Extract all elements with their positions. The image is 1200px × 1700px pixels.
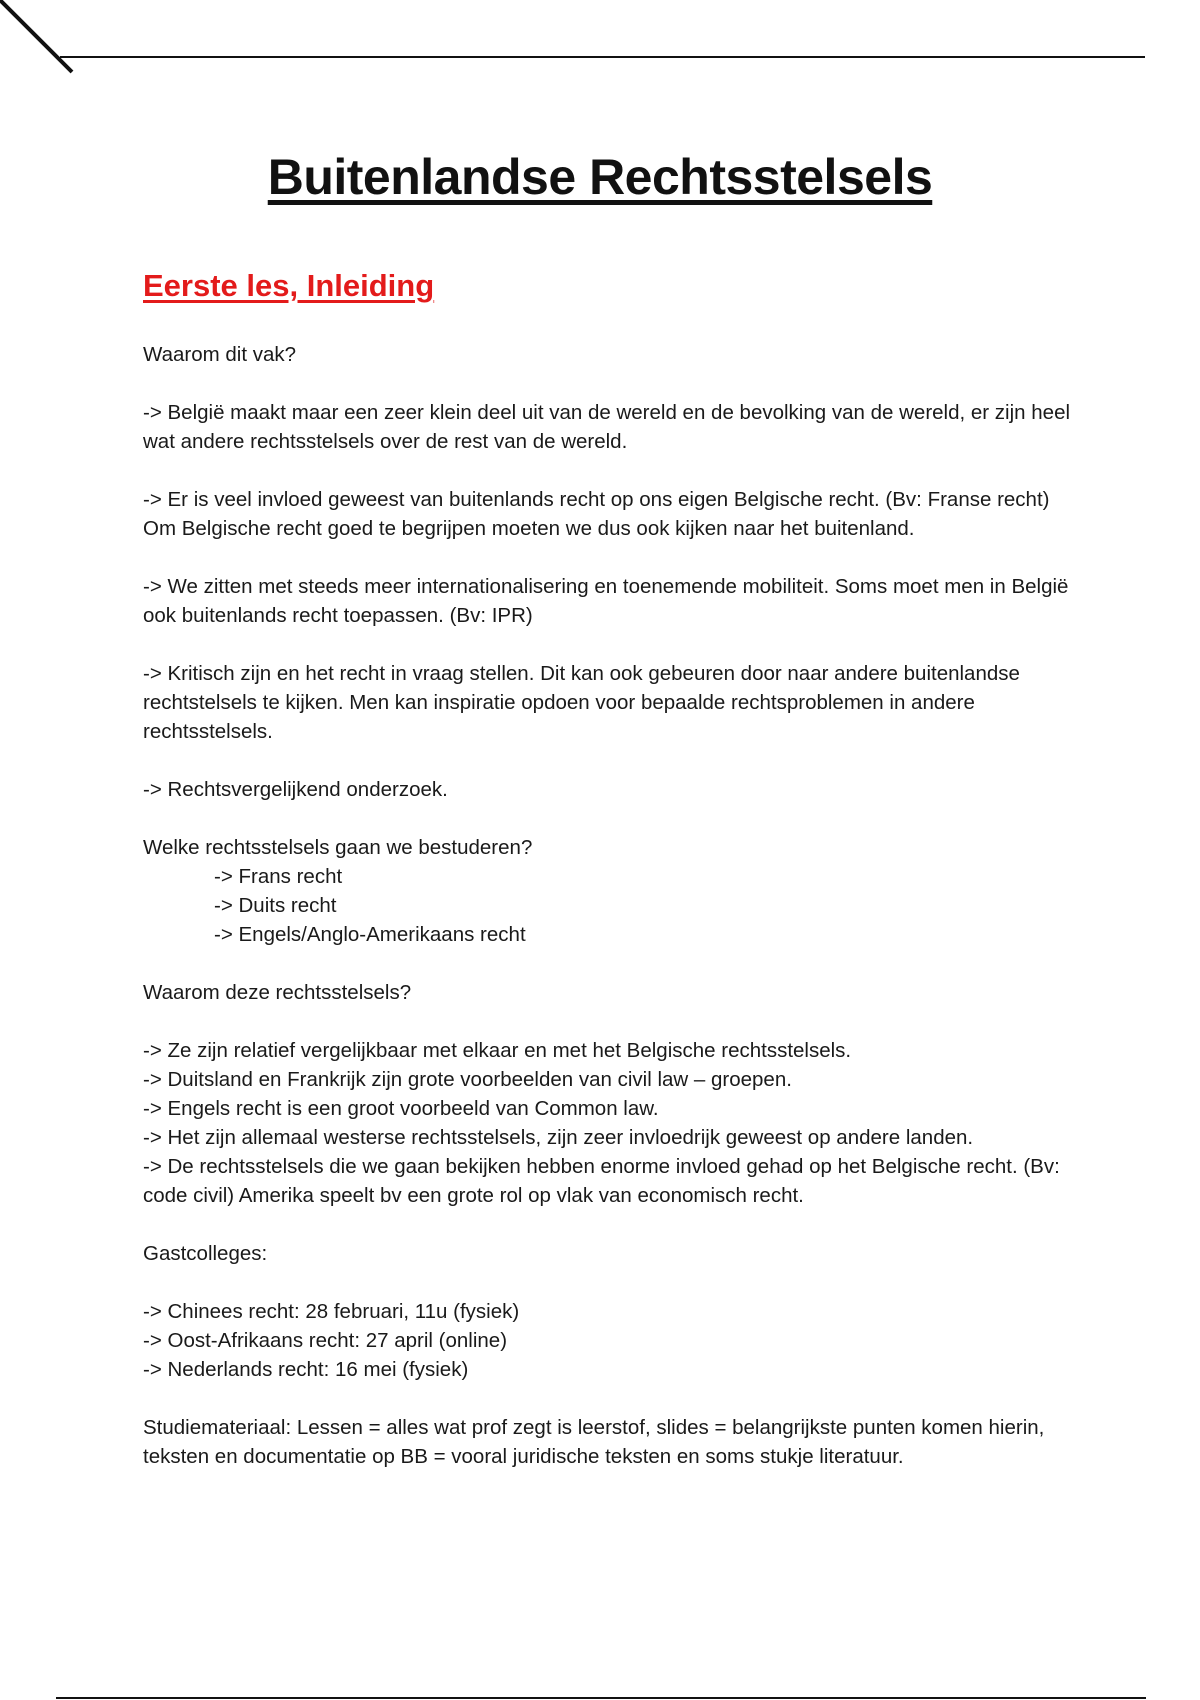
reason-item: -> Het zijn allemaal westerse rechtsstelsels, zijn zeer invloedrijk geweest op andere landen. — [143, 1126, 974, 1149]
reason-item: -> Engels recht is een groot voorbeeld van Common law. — [143, 1097, 659, 1120]
reason-item: -> Duitsland en Frankrijk zijn grote voorbeelden van civil law – groepen. — [143, 1068, 792, 1091]
guest-lecture-item: -> Nederlands recht: 16 mei (fysiek) — [143, 1358, 469, 1381]
reasons-question: Waarom deze rechtsstelsels? — [143, 981, 412, 1004]
guest-heading: Gastcolleges: — [143, 1242, 268, 1265]
why-point: -> We zitten met steeds meer internationalisering en toenemende mobiliteit. Soms moet men in België ook buitenlands recht toepassen. (Bv: IPR) — [143, 575, 1069, 627]
page-title: Buitenlandse Rechtsstelsels — [267, 149, 933, 205]
guest-lecture-item: -> Chinees recht: 28 februari, 11u (fysiek) — [143, 1300, 520, 1323]
why-point: -> Er is veel invloed geweest van buitenlands recht op ons eigen Belgische recht. (Bv: Franse recht) Om Belgische recht goed te begrijpen moeten we dus ook kijken naar het buitenland. — [143, 488, 1050, 540]
why-point: -> België maakt maar een zeer klein deel uit van de wereld en de bevolking van de wereld, er zijn heel wat andere rechtsstelsels over de rest van de wereld. — [143, 401, 1071, 453]
which-question: Welke rechtsstelsels gaan we bestuderen? — [143, 836, 533, 859]
study-material: Studiemateriaal: Lessen = alles wat prof zegt is leerstof, slides = belangrijkste punten komen hierin, teksten en documentatie op BB = vooral juridische teksten en soms stukje literatuur. — [143, 1416, 1045, 1468]
reason-item: -> Ze zijn relatief vergelijkbaar met elkaar en met het Belgische rechtsstelsels. — [143, 1039, 852, 1062]
corner-fold-mark — [0, 0, 80, 80]
why-point: -> Kritisch zijn en het recht in vraag stellen. Dit kan ook gebeuren door naar andere buitenlandse rechtstelsels te kijken. Men kan inspiratie opdoen voor bepaalde rechtsproblemen in andere rechtsstelsels. — [143, 662, 1020, 743]
bottom-rule — [56, 1697, 1146, 1699]
list-item: -> Frans recht — [214, 865, 343, 888]
list-item: -> Duits recht — [214, 894, 337, 917]
section-heading: Eerste les, Inleiding — [143, 268, 435, 303]
document-body — [143, 340, 1073, 1471]
guest-lecture-item: -> Oost-Afrikaans recht: 27 april (online) — [143, 1329, 508, 1352]
top-rule — [60, 56, 1145, 58]
list-item: -> Engels/Anglo-Amerikaans recht — [214, 923, 526, 946]
reason-item: -> De rechtsstelsels die we gaan bekijken hebben enorme invloed gehad op het Belgische recht. (Bv: code civil) Amerika speelt bv een grote rol op vlak van economisch recht. — [143, 1155, 1060, 1207]
why-question: Waarom dit vak? — [143, 343, 297, 366]
why-point: -> Rechtsvergelijkend onderzoek. — [143, 778, 448, 801]
